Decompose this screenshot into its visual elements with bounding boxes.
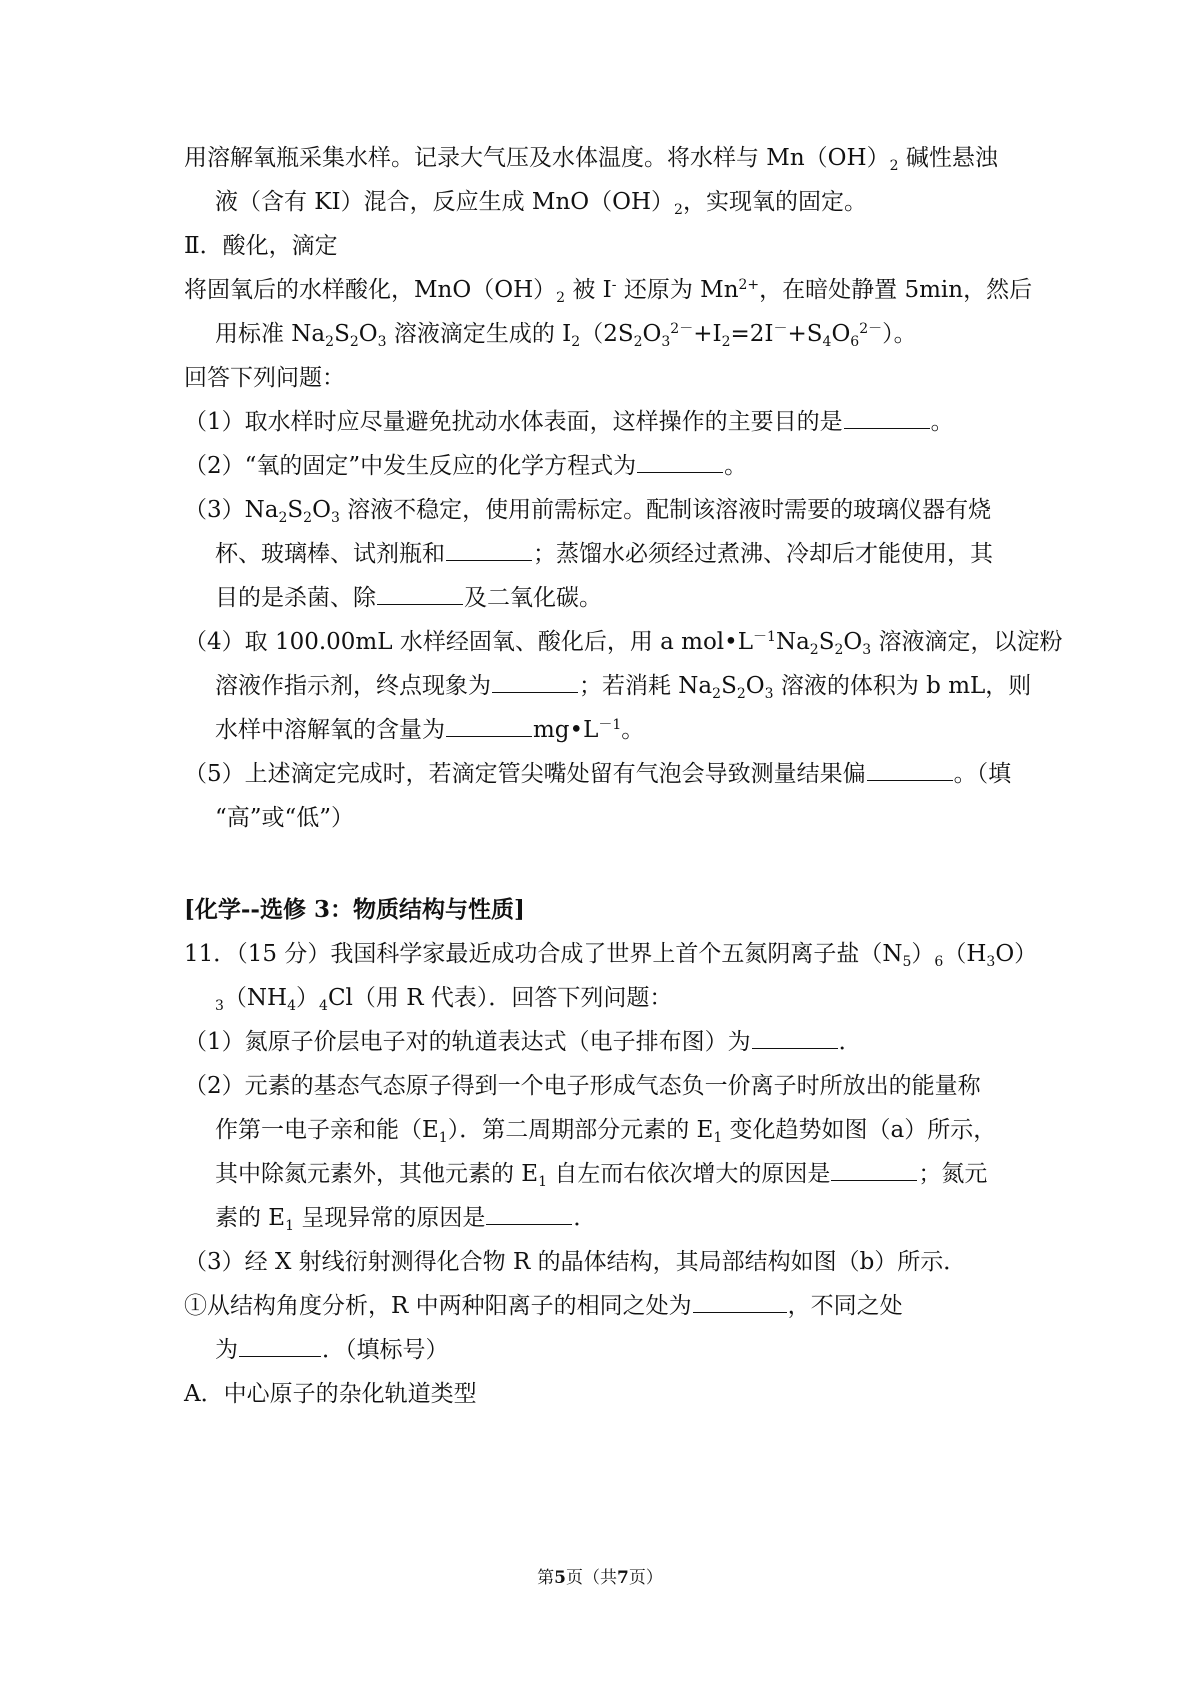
page-number-middle: 页（共	[566, 1568, 617, 1588]
answer-blank[interactable]	[637, 451, 723, 473]
step-heading: Ⅱ．酸化，滴定	[184, 233, 338, 259]
text-line: 液（含有 KI）混合，反应生成 $MnO(OH)_2$，实现氧的固定。	[215, 189, 867, 218]
answer-blank[interactable]	[446, 539, 532, 561]
subquestion-2: 素的 $E_1$ 呈现异常的原因是 ．	[215, 1205, 597, 1234]
question-3: 目的是杀菌、除 及二氧化碳。	[215, 585, 602, 611]
answer-blank[interactable]	[831, 1159, 917, 1181]
answer-blank[interactable]	[844, 407, 930, 429]
question-4: 水样中溶解氧的含量为 $mg•L^{-1}$。	[215, 717, 645, 743]
problem-11: 11．（15 分）我国科学家最近成功合成了世界上首个五氮阴离子盐$(N_5)_6(H_3O)$	[184, 941, 1038, 970]
page-number	[0, 1566, 1200, 1590]
section-heading: [化学--选修 3：物质结构与性质]	[184, 896, 525, 923]
answer-blank[interactable]	[752, 1027, 838, 1049]
question-3: $(3)Na_2S_2O_3$ 溶液不稳定，使用前需标定。配制该溶液时需要的玻璃仪器有烧	[184, 497, 992, 526]
page-number-prefix: 第	[537, 1568, 555, 1588]
problem-11: $_3(NH_4)_4Cl$（用 R 代表）．回答下列问题：	[215, 985, 673, 1014]
page-number-current: 5	[554, 1568, 566, 1588]
answer-blank[interactable]	[239, 1335, 321, 1357]
answer-blank[interactable]	[446, 715, 532, 737]
subquestion-2: （2）元素的基态气态原子得到一个电子形成气态负一价离子时所放出的能量称	[184, 1073, 981, 1099]
text-line: 用标准 $Na_2S_2O_3$ 溶液滴定生成的 $I_2(2S_2O_3^{2-}+I_2=2I^-+S_4O_6^{2-})$。	[215, 321, 917, 350]
subquestion-3-1: 为 ．（填标号）	[215, 1337, 449, 1363]
text-line: 用溶解氧瓶采集水样。记录大气压及水体温度。将水样与 $Mn(OH)_2$ 碱性悬浊	[184, 145, 998, 174]
question-4: 溶液作指示剂，终点现象为 ；若消耗 $Na_2S_2O_3$ 溶液的体积为 b mL，则	[215, 673, 1032, 702]
page-number-suffix: 页）	[628, 1568, 663, 1588]
subquestion-2: 其中除氮元素外，其他元素的 $E_1$ 自左而右依次增大的原因是 ；氮元	[215, 1161, 988, 1190]
subquestion-2: 作第一电子亲和能$(E_1)$．第二周期部分元素的 $E_1$ 变化趋势如图（a）所示，	[215, 1117, 997, 1146]
question-3: 杯、玻璃棒、试剂瓶和 ；蒸馏水必须经过煮沸、冷却后才能使用，其	[215, 541, 993, 567]
text-line: 回答下列问题：	[184, 365, 345, 391]
question-2: （2）“氧的固定”中发生反应的化学方程式为 。	[184, 453, 748, 479]
question-5: “高”或“低”）	[215, 805, 355, 831]
page-number-total: 7	[617, 1568, 629, 1588]
question-5: （5）上述滴定完成时，若滴定管尖嘴处留有气泡会导致测量结果偏 。（填	[184, 761, 1012, 787]
question-4: （4）取 100.00mL 水样经固氧、酸化后，用 a $mol•L^{-1}Na_2S_2O_3$ 溶液滴定，以淀粉	[184, 629, 1063, 658]
option-a: A．中心原子的杂化轨道类型	[184, 1381, 477, 1407]
subquestion-1: （1）氮原子价层电子对的轨道表达式（电子排布图）为 ．	[184, 1029, 862, 1055]
question-1: （1）取水样时应尽量避免扰动水体表面，这样操作的主要目的是 。	[184, 409, 954, 435]
answer-blank[interactable]	[486, 1203, 572, 1225]
subquestion-3-1: ①从结构角度分析，R 中两种阳离子的相同之处为 ，不同之处	[184, 1293, 903, 1319]
answer-blank[interactable]	[867, 759, 953, 781]
answer-blank[interactable]	[492, 671, 578, 693]
text-line: 将固氧后的水样酸化，$MnO(OH)_2$ 被 I- 还原为 $Mn^{2+}$，在暗处静置 5min，然后	[184, 277, 1033, 306]
answer-blank[interactable]	[693, 1291, 787, 1313]
answer-blank[interactable]	[377, 583, 463, 605]
subquestion-3: （3）经 X 射线衍射测得化合物 R 的晶体结构，其局部结构如图（b）所示．	[184, 1249, 967, 1275]
